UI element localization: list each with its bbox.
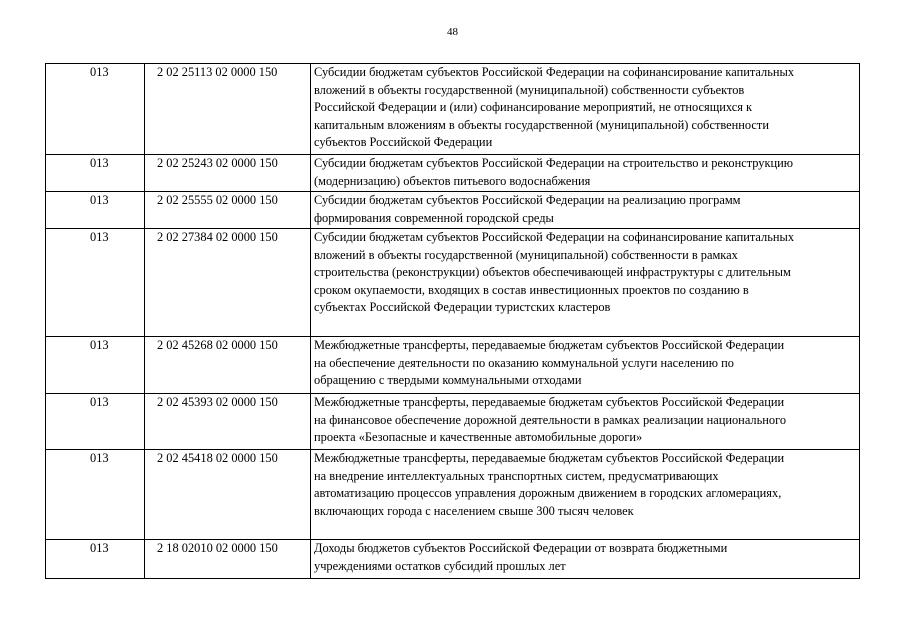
description-line: Субсидии бюджетам субъектов Российской Федерации на софинансирование капитальных	[314, 230, 795, 244]
budget-classification-code-cell: 2 02 45418 02 0000 150	[145, 450, 311, 540]
description-line: Доходы бюджетов субъектов Российской Федерации от возврата бюджетными	[314, 541, 728, 555]
description-line: Межбюджетные трансферты, передаваемые бюджетам субъектов Российской Федерации	[314, 338, 785, 352]
admin-code-cell: 013	[46, 155, 145, 192]
admin-code-cell: 013	[46, 394, 145, 450]
table-row	[46, 155, 860, 192]
page-number: 48	[447, 26, 458, 38]
description-line: вложений в объекты государственной (муниципальной) собственности субъектов	[314, 82, 745, 97]
description-line: Межбюджетные трансферты, передаваемые бюджетам субъектов Российской Федерации	[314, 451, 785, 465]
budget-classification-code-cell: 2 02 27384 02 0000 150	[145, 229, 311, 337]
table-row	[46, 450, 860, 540]
budget-code-table	[45, 63, 860, 579]
budget-classification-code-cell: 2 02 45268 02 0000 150	[145, 337, 311, 394]
description-line: Субсидии бюджетам субъектов Российской Федерации на реализацию программ	[314, 193, 741, 207]
budget-classification-code-cell: 2 02 25113 02 0000 150	[145, 64, 311, 155]
table-row	[46, 540, 860, 579]
budget-classification-code-cell: 2 18 02010 02 0000 150	[145, 540, 311, 579]
table-row	[46, 394, 860, 450]
description-line: Субсидии бюджетам субъектов Российской Федерации на строительство и реконструкцию	[314, 156, 794, 170]
budget-classification-code-cell: 2 02 25243 02 0000 150	[145, 155, 311, 192]
description-cell	[311, 540, 860, 579]
admin-code-cell: 013	[46, 64, 145, 155]
description-cell	[311, 155, 860, 192]
admin-code-cell: 013	[46, 450, 145, 540]
description-line: на внедрение интеллектуальных транспортных систем, предусматривающих	[314, 468, 719, 483]
description-line: формирования современной городской среды	[314, 210, 554, 225]
description-line: на обеспечение деятельности по оказанию коммунальной услуги населению по	[314, 355, 734, 370]
description-line: строительства (реконструкции) объектов обеспечивающей инфраструктуры с длительным	[314, 265, 791, 279]
admin-code-cell: 013	[46, 540, 145, 579]
description-line: включающих города с населением свыше 300 тысяч человек	[314, 503, 634, 518]
description-line: на финансовое обеспечение дорожной деятельности в рамках реализации национального	[314, 412, 787, 427]
admin-code-cell: 013	[46, 192, 145, 229]
description-cell	[311, 394, 860, 450]
description-line: вложений в объекты государственной (муниципальной) собственности в рамках	[314, 247, 738, 262]
admin-code-cell: 013	[46, 229, 145, 337]
budget-classification-code-cell: 2 02 25555 02 0000 150	[145, 192, 311, 229]
description-line: субъектов Российской Федерации	[314, 135, 493, 149]
description-line: обращению с твердыми коммунальными отходами	[314, 373, 582, 387]
description-cell	[311, 229, 860, 337]
description-line: (модернизацию) объектов питьевого водоснабжения	[314, 173, 591, 188]
description-line: учреждениями остатков субсидий прошлых лет	[314, 558, 566, 573]
table-row	[46, 229, 860, 337]
description-line: сроком окупаемости, входящих в состав инвестиционных проектов по созданию в	[314, 282, 749, 297]
budget-classification-code-cell: 2 02 45393 02 0000 150	[145, 394, 311, 450]
description-line: автоматизацию процессов управления дорожным движением в городских агломерациях,	[314, 486, 782, 500]
description-line: Субсидии бюджетам субъектов Российской Федерации на софинансирование капитальных	[314, 65, 795, 79]
description-line: субъектах Российской Федерации туристских кластеров	[314, 300, 611, 314]
description-line: Российской Федерации и (или) софинансирование мероприятий, не относящихся к	[314, 100, 753, 114]
description-line: Межбюджетные трансферты, передаваемые бюджетам субъектов Российской Федерации	[314, 395, 785, 409]
admin-code-cell: 013	[46, 337, 145, 394]
description-line: проекта «Безопасные и качественные автомобильные дороги»	[314, 430, 643, 444]
table-row	[46, 337, 860, 394]
table-row	[46, 192, 860, 229]
table-row	[46, 64, 860, 155]
description-cell	[311, 64, 860, 155]
description-line: капитальным вложениям в объекты государственной (муниципальной) собственности	[314, 117, 769, 132]
description-cell	[311, 450, 860, 540]
description-cell	[311, 192, 860, 229]
description-cell	[311, 337, 860, 394]
